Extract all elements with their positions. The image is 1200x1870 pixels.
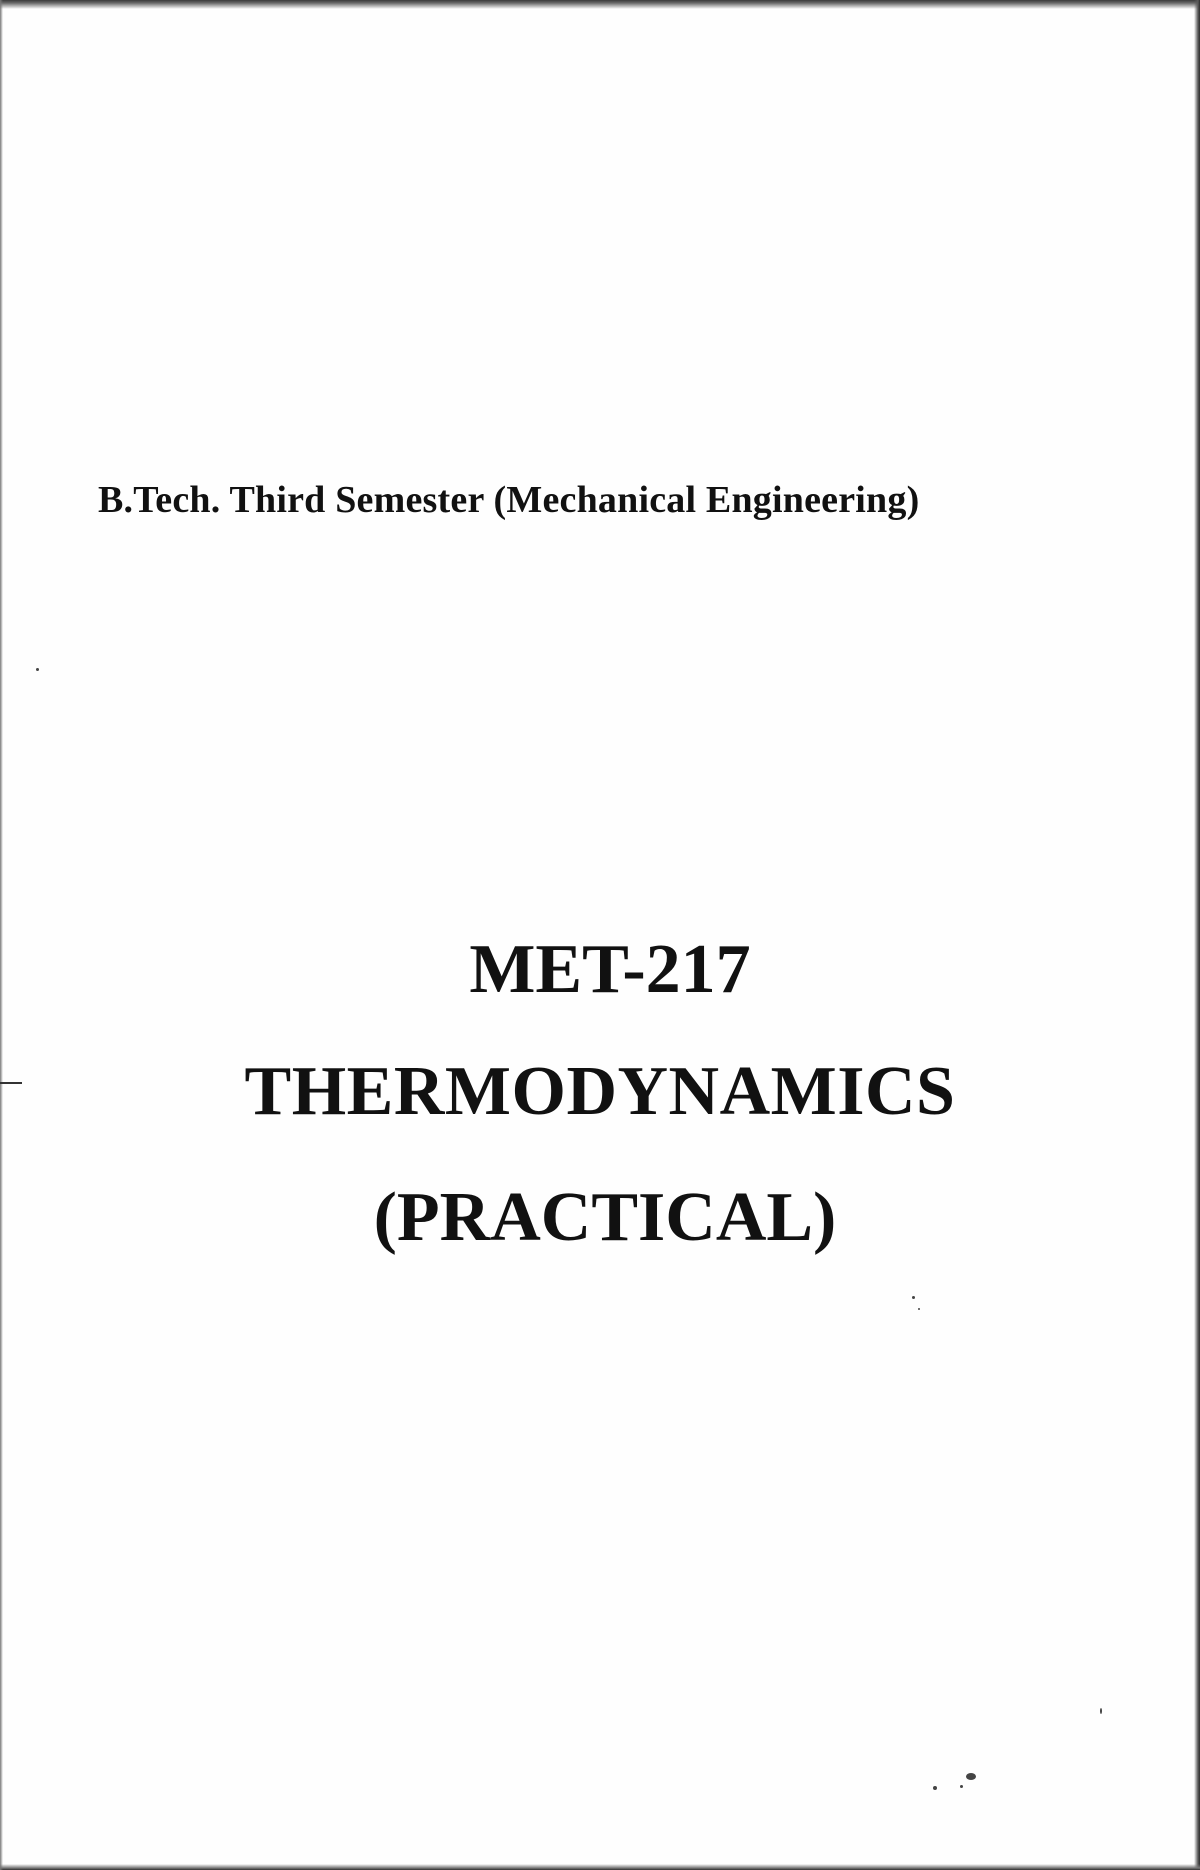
scan-edge-top: [0, 0, 1200, 9]
scan-speck: [912, 1296, 915, 1299]
scan-speck: [1100, 1708, 1102, 1714]
scan-speck: [933, 1786, 937, 1790]
scan-speck: [918, 1308, 920, 1310]
scan-speck: [966, 1773, 976, 1780]
course-subtitle: (PRACTICAL): [373, 1179, 837, 1256]
program-line: B.Tech. Third Semester (Mechanical Engineering): [98, 479, 920, 521]
course-title: THERMODYNAMICS: [244, 1053, 956, 1130]
scan-speck: [960, 1785, 963, 1788]
scan-edge-bottom: [0, 1864, 1200, 1870]
scan-speck: [36, 668, 39, 671]
course-code: MET-217: [469, 931, 751, 1008]
